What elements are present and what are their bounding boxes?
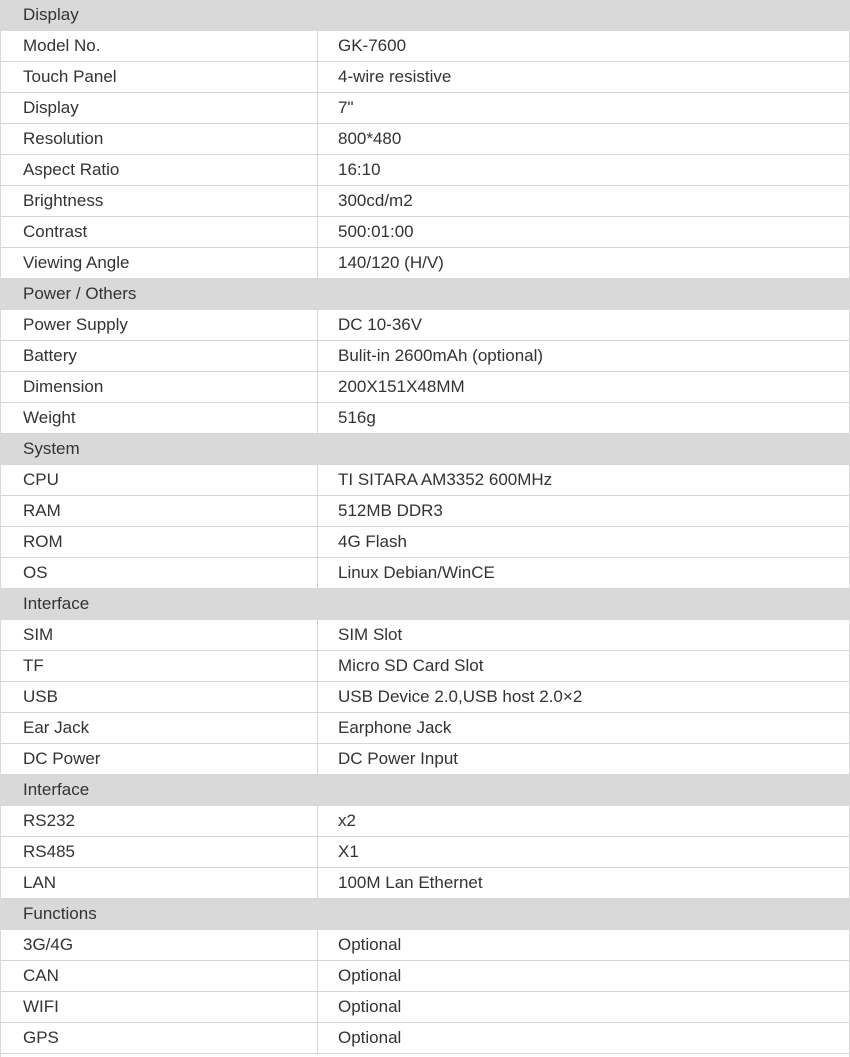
table-row: [1, 31, 849, 62]
table-row: [1, 248, 849, 279]
spec-label: USB: [23, 687, 58, 706]
section-header-interface: [1, 589, 849, 620]
spec-label: Brightness: [23, 191, 104, 210]
spec-value: Earphone Jack: [317, 713, 849, 743]
table-row: [1, 341, 849, 372]
section-title: Display: [23, 5, 79, 24]
spec-value: x2: [317, 806, 849, 836]
section-title: System: [23, 439, 80, 458]
section-header-power-others: [1, 279, 849, 310]
spec-value: 300cd/m2: [317, 186, 849, 216]
table-row: [1, 155, 849, 186]
spec-label: CPU: [23, 470, 59, 489]
section-title: Interface: [23, 780, 90, 799]
table-row: [1, 620, 849, 651]
spec-value: 140/120 (H/V): [317, 248, 849, 278]
table-row: [1, 372, 849, 403]
table-row: [1, 217, 849, 248]
spec-label: Contrast: [23, 222, 88, 241]
spec-value: 7": [317, 93, 849, 123]
spec-label: Model No.: [23, 36, 101, 55]
spec-value: 500:01:00: [317, 217, 849, 247]
spec-value: DC Power Input: [317, 744, 849, 774]
spec-label: OS: [23, 563, 48, 582]
spec-value: 4G Flash: [317, 527, 849, 557]
spec-label: Viewing Angle: [23, 253, 130, 272]
spec-label: Aspect Ratio: [23, 160, 120, 179]
spec-value: X1: [317, 837, 849, 867]
section-title: Interface: [23, 594, 90, 613]
spec-label: TF: [23, 656, 44, 675]
spec-value: 100M Lan Ethernet: [317, 868, 849, 898]
spec-label: RS485: [23, 842, 75, 861]
table-row: [1, 186, 849, 217]
table-row: [1, 310, 849, 341]
spec-label: RAM: [23, 501, 61, 520]
section-title: Functions: [23, 904, 97, 923]
table-row: [1, 1023, 849, 1054]
spec-value: Linux Debian/WinCE: [317, 558, 849, 588]
table-row: [1, 744, 849, 775]
table-row: [1, 403, 849, 434]
table-row: [1, 961, 849, 992]
table-row: [1, 992, 849, 1023]
spec-label: Ear Jack: [23, 718, 90, 737]
spec-label: Touch Panel: [23, 67, 117, 86]
spec-label: LAN: [23, 873, 57, 892]
spec-label: CAN: [23, 966, 59, 985]
spec-value: USB Device 2.0,USB host 2.0×2: [317, 682, 849, 712]
section-header-display: [1, 0, 849, 31]
spec-value: 16:10: [317, 155, 849, 185]
table-row: [1, 713, 849, 744]
spec-label: SIM: [23, 625, 54, 644]
table-row: [1, 465, 849, 496]
spec-label: Weight: [23, 408, 76, 427]
spec-label: Power Supply: [23, 315, 128, 334]
table-row: [1, 527, 849, 558]
spec-value: Optional: [317, 992, 849, 1022]
spec-label: WIFI: [23, 997, 59, 1016]
table-row: [1, 682, 849, 713]
spec-value: Optional: [317, 961, 849, 991]
table-row: [1, 868, 849, 899]
spec-label: Dimension: [23, 377, 104, 396]
table-row: [1, 62, 849, 93]
spec-value: TI SITARA AM3352 600MHz: [317, 465, 849, 495]
spec-value: 4-wire resistive: [317, 62, 849, 92]
table-row: [1, 651, 849, 682]
section-header-system: [1, 434, 849, 465]
table-row: [1, 806, 849, 837]
spec-label: DC Power: [23, 749, 101, 768]
spec-value: 516g: [317, 403, 849, 433]
spec-value: 800*480: [317, 124, 849, 154]
spec-label: GPS: [23, 1028, 59, 1047]
section-title: Power / Others: [23, 284, 137, 303]
spec-label: Resolution: [23, 129, 104, 148]
spec-label: 3G/4G: [23, 935, 74, 954]
section-header-functions: [1, 899, 849, 930]
table-row: [1, 93, 849, 124]
table-row: [1, 558, 849, 589]
table-row: [1, 837, 849, 868]
spec-value: GK-7600: [317, 31, 849, 61]
spec-label: RS232: [23, 811, 75, 830]
table-row: [1, 124, 849, 155]
spec-value: 200X151X48MM: [317, 372, 849, 402]
spec-value: Optional: [317, 930, 849, 960]
spec-value: DC 10-36V: [317, 310, 849, 340]
spec-value: 512MB DDR3: [317, 496, 849, 526]
section-header-interface-serial: [1, 775, 849, 806]
table-row: [1, 496, 849, 527]
table-row: [1, 930, 849, 961]
spec-value: Optional: [317, 1023, 849, 1053]
spec-label: Battery: [23, 346, 77, 365]
spec-label: Display: [23, 98, 79, 117]
spec-value: SIM Slot: [317, 620, 849, 650]
spec-value: Bulit-in 2600mAh (optional): [317, 341, 849, 371]
spec-label: ROM: [23, 532, 63, 551]
spec-value: Micro SD Card Slot: [317, 651, 849, 681]
